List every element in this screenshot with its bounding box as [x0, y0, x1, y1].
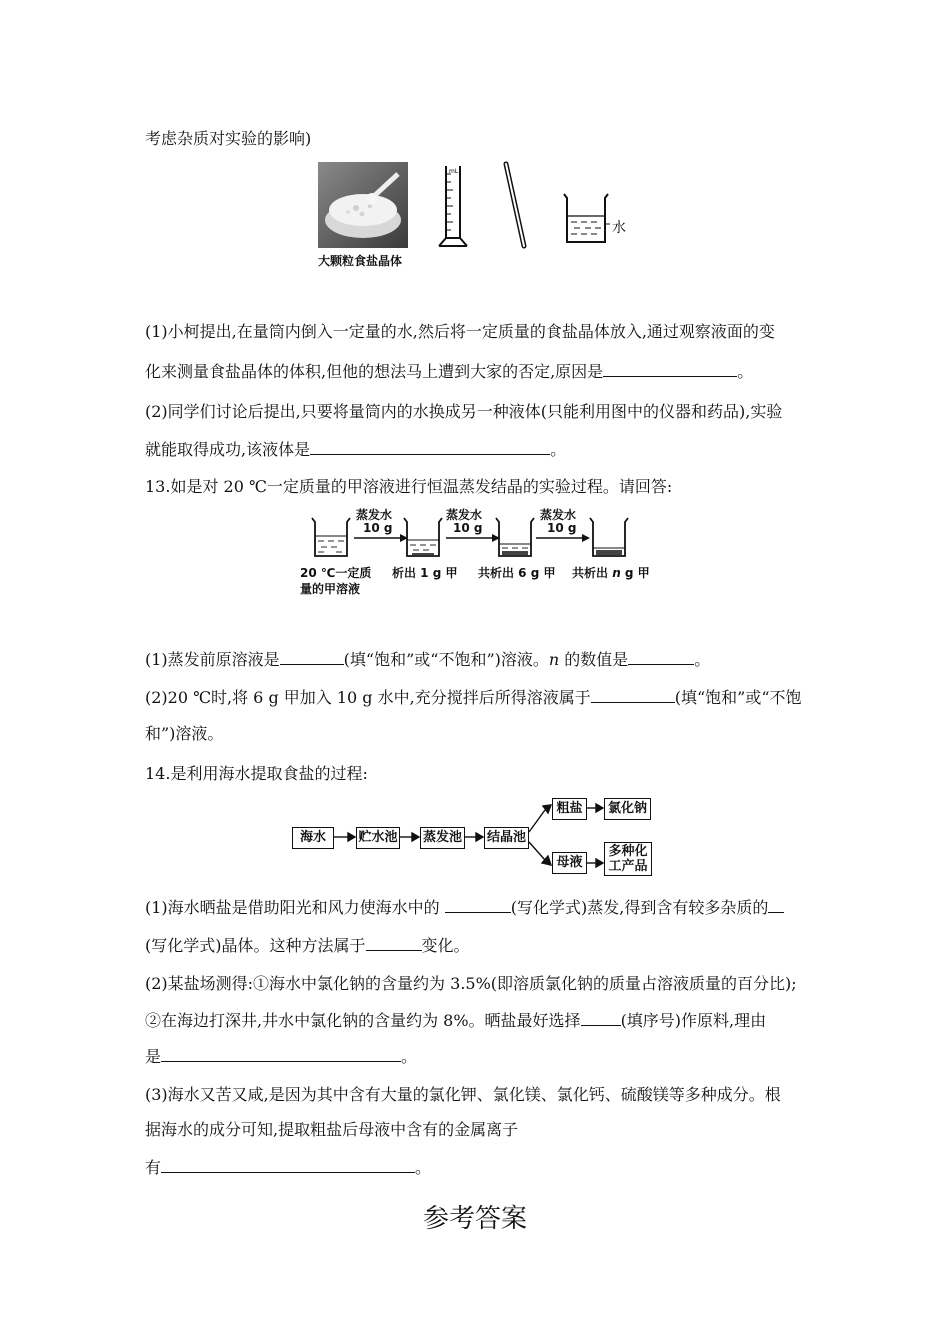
beaker3-label: 共析出 6 g 甲	[478, 566, 556, 580]
answer-blank[interactable]	[310, 440, 550, 455]
crystal-caption: 大颗粒食盐晶体	[318, 254, 403, 268]
flow-storage-pool: 贮水池	[356, 827, 400, 849]
q12-part2-line1: (2)同学们讨论后提出,只要将量筒内的水换成另一种液体(只能利用图中的仪器和药品),实验	[145, 402, 783, 421]
answer-blank[interactable]	[280, 650, 344, 665]
water-label: 水	[612, 220, 626, 236]
q14-part3-line3: 有 。	[145, 1158, 432, 1177]
step2-mass: 10 g	[453, 521, 483, 535]
step1-evap: 蒸发水	[356, 508, 393, 522]
q13-part2-line2: 和”)溶液。	[145, 724, 224, 743]
q14-stem: 14.是利用海水提取食盐的过程:	[145, 764, 368, 783]
flow-chemical-products: 多种化 工产品	[604, 842, 652, 876]
beaker4-label: 共析出 n g 甲	[572, 566, 650, 580]
sea-salt-flowchart	[290, 796, 660, 880]
q12-part1-line2: 化来测量食盐晶体的体积,但他的想法马上遭到大家的否定,原因是 。	[145, 362, 754, 381]
step3-mass: 10 g	[547, 521, 577, 535]
q13-part2-line1: (2)20 ℃时,将 6 g 甲加入 10 g 水中,充分搅拌后所得溶液属于 (填“饱和”或“不饱	[145, 688, 802, 707]
flow-evaporation-pool: 蒸发池	[420, 827, 465, 849]
salt-crystal-photo	[318, 162, 408, 248]
answers-title: 参考答案	[422, 1204, 527, 1234]
answer-blank[interactable]	[591, 688, 675, 703]
intro-line: 考虑杂质对实验的影响)	[145, 129, 312, 148]
beaker1-label-b: 量的甲溶液	[300, 582, 361, 596]
step2-evap: 蒸发水	[446, 508, 483, 522]
q12-part2-line2: 就能取得成功,该液体是 。	[145, 440, 567, 459]
q12-part1-line1: (1)小柯提出,在量筒内倒入一定量的水,然后将一定质量的食盐晶体放入,通过观察液面的变	[145, 322, 775, 341]
glass-rod	[500, 160, 530, 250]
q14-part2-line1: (2)某盐场测得:①海水中氯化钠的含量约为 3.5%(即溶质氯化钠的质量占溶液质量的百分比);	[145, 974, 797, 993]
flow-crude-salt: 粗盐	[552, 798, 587, 820]
q14-part3-line2: 据海水的成分可知,提取粗盐后母液中含有的金属离子	[145, 1120, 519, 1139]
q13-stem: 13.如是对 20 ℃一定质量的甲溶液进行恒温蒸发结晶的实验过程。请回答:	[145, 477, 673, 496]
answer-blank[interactable]	[366, 936, 422, 951]
flow-seawater: 海水	[292, 827, 334, 849]
step1-mass: 10 g	[363, 521, 393, 535]
answer-blank[interactable]	[628, 650, 694, 665]
answer-blank[interactable]	[603, 362, 737, 377]
cylinder-mark: mL	[449, 168, 459, 175]
answer-blank[interactable]	[768, 898, 784, 913]
beaker1-label-a: 20 ℃一定质	[300, 566, 372, 580]
beaker2-label: 析出 1 g 甲	[392, 566, 458, 580]
q14-part3-line1: (3)海水又苦又咸,是因为其中含有大量的氯化钾、氯化镁、氯化钙、硫酸镁等多种成分。根	[145, 1085, 781, 1104]
q13-part1: (1)蒸发前原溶液是 (填“饱和”或“不饱和”)溶液。n 的数值是 。	[145, 650, 711, 669]
evaporation-process-diagram	[296, 504, 656, 604]
q14-part1-line2: (写化学式)晶体。这种方法属于 变化。	[145, 936, 470, 955]
q14-part2-line3: 是 。	[145, 1047, 418, 1066]
measuring-cylinder	[436, 162, 470, 248]
q14-part1-line1: (1)海水晒盐是借助阳光和风力使海水中的 (写化学式)蒸发,得到含有较多杂质的	[145, 898, 784, 918]
flow-sodium-chloride: 氯化钠	[604, 798, 651, 820]
answer-blank[interactable]	[581, 1011, 621, 1026]
q14-part2-line2: ②在海边打深井,井水中氯化钠的含量约为 8%。晒盐最好选择 (填序号)作原料,理由	[145, 1011, 767, 1030]
flow-crystallization-pool: 结晶池	[484, 827, 529, 849]
flow-mother-liquor: 母液	[552, 852, 587, 874]
answer-blank[interactable]	[161, 1047, 401, 1062]
step3-evap: 蒸发水	[540, 508, 577, 522]
answer-blank[interactable]	[161, 1158, 415, 1173]
answer-blank[interactable]	[445, 898, 511, 913]
beaker-with-water	[560, 190, 610, 246]
